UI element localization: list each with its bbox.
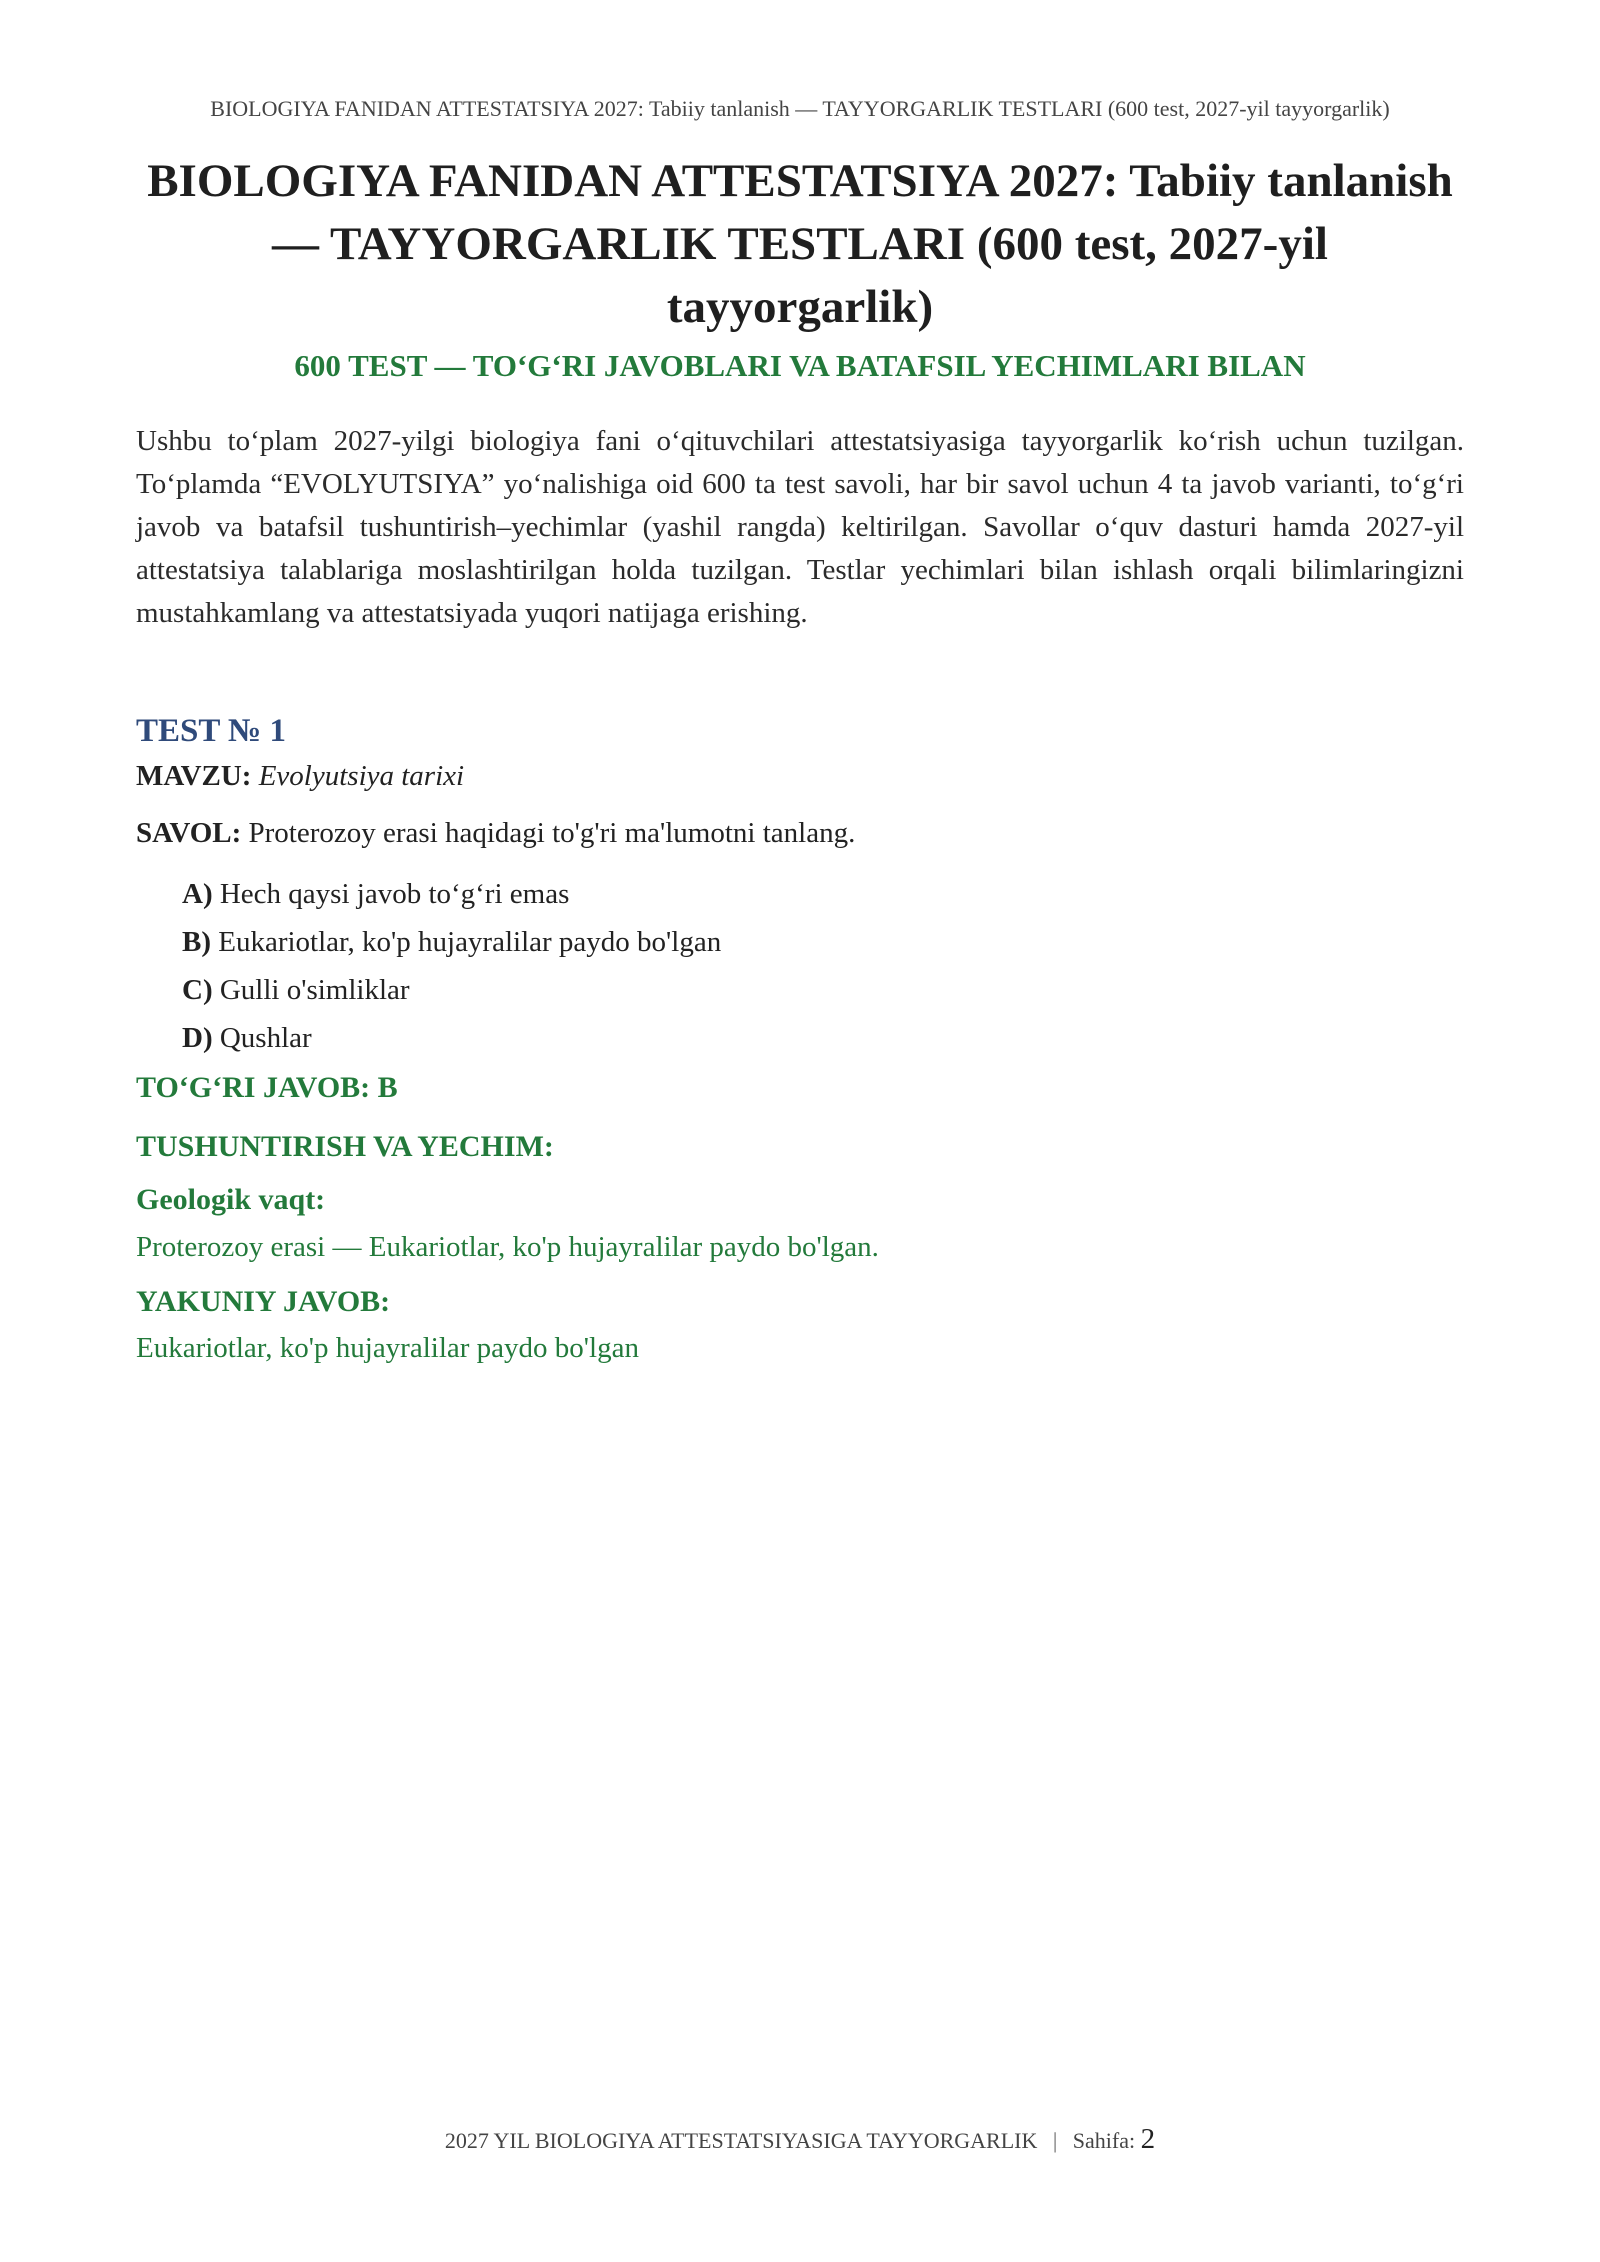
question-label: SAVOL: [136,817,242,849]
final-answer-heading: YAKUNIY JAVOB: [136,1285,391,1318]
explanation-subheading: Geologik vaqt: [136,1183,326,1216]
answer-options [182,870,721,1062]
footer-separator: | [1052,2128,1058,2153]
footer-text: 2027 YIL BIOLOGIYA ATTESTATSIYASIGA TAYYORGARLIK [444,2128,1038,2153]
option-letter: D) [182,1022,213,1054]
topic-label: MAVZU: [136,760,252,792]
intro-paragraph: Ushbu to‘plam 2027-yilgi biologiya fani o‘qituvchilari attestatsiyasiga tayyorgarlik ko‘rish uchun tuzilgan. To‘plamda “EVOLYUTSIYA” yo‘nalishiga oid 600 ta test savoli, har bir savol uchun 4 ta javob varianti, to‘g‘ri javob va batafsil tushuntirish–yechimlar (yashil rangda) keltirilgan. Savollar o‘quv dasturi hamda 2027-yil attestatsiya talablariga moslashtirilgan holda tuzilgan. Testlar yechimlari bilan ishlash orqali bilimlaringizni mustahkamlang va attestatsiyada yuqori natijaga erishing. [136,425,1464,629]
option-text: Eukariotlar, ko'p hujayralilar paydo bo'lgan [218,926,722,958]
option-text: Hech qaysi javob to‘g‘ri emas [219,878,570,910]
topic-line [136,760,464,793]
option-letter: B) [182,926,211,958]
question-line [136,817,855,850]
option-b [182,918,721,966]
running-header: BIOLOGIYA FANIDAN ATTESTATSIYA 2027: Tabiiy tanlanish — TAYYORGARLIK TESTLARI (600 test, 2027-yil tayyorgarlik) [210,96,1390,121]
page-subtitle: 600 TEST — TO‘G‘RI JAVOBLARI VA BATAFSIL YECHIMLARI BILAN [294,348,1306,383]
option-a [182,870,721,918]
page-number: 2 [1140,2123,1156,2155]
page-footer [0,2123,1600,2156]
final-answer-text: Eukariotlar, ko'p hujayralilar paydo bo'lgan [136,1332,639,1364]
explanation-heading: TUSHUNTIRISH VA YECHIM: [136,1130,554,1163]
page-title: BIOLOGIYA FANIDAN ATTESTATSIYA 2027: Tabiiy tanlanish — TAYYORGARLIK TESTLARI (600 test, 2027-yil tayyorgarlik) [147,155,1453,333]
option-c [182,966,721,1014]
option-d [182,1014,721,1062]
question-text: Proterozoy erasi haqidagi to'g'ri ma'lumotni tanlang. [248,817,856,849]
footer-page-label: Sahifa: [1072,2128,1136,2153]
option-letter: A) [182,878,213,910]
test-heading: TEST № 1 [136,713,286,749]
option-letter: C) [182,974,213,1006]
topic-value: Evolyutsiya tarixi [258,760,465,792]
option-text: Qushlar [219,1022,312,1054]
option-text: Gulli o'simliklar [219,974,410,1006]
explanation-text: Proterozoy erasi — Eukariotlar, ko'p hujayralilar paydo bo'lgan. [136,1231,879,1263]
correct-answer: TO‘G‘RI JAVOB: B [136,1071,398,1104]
